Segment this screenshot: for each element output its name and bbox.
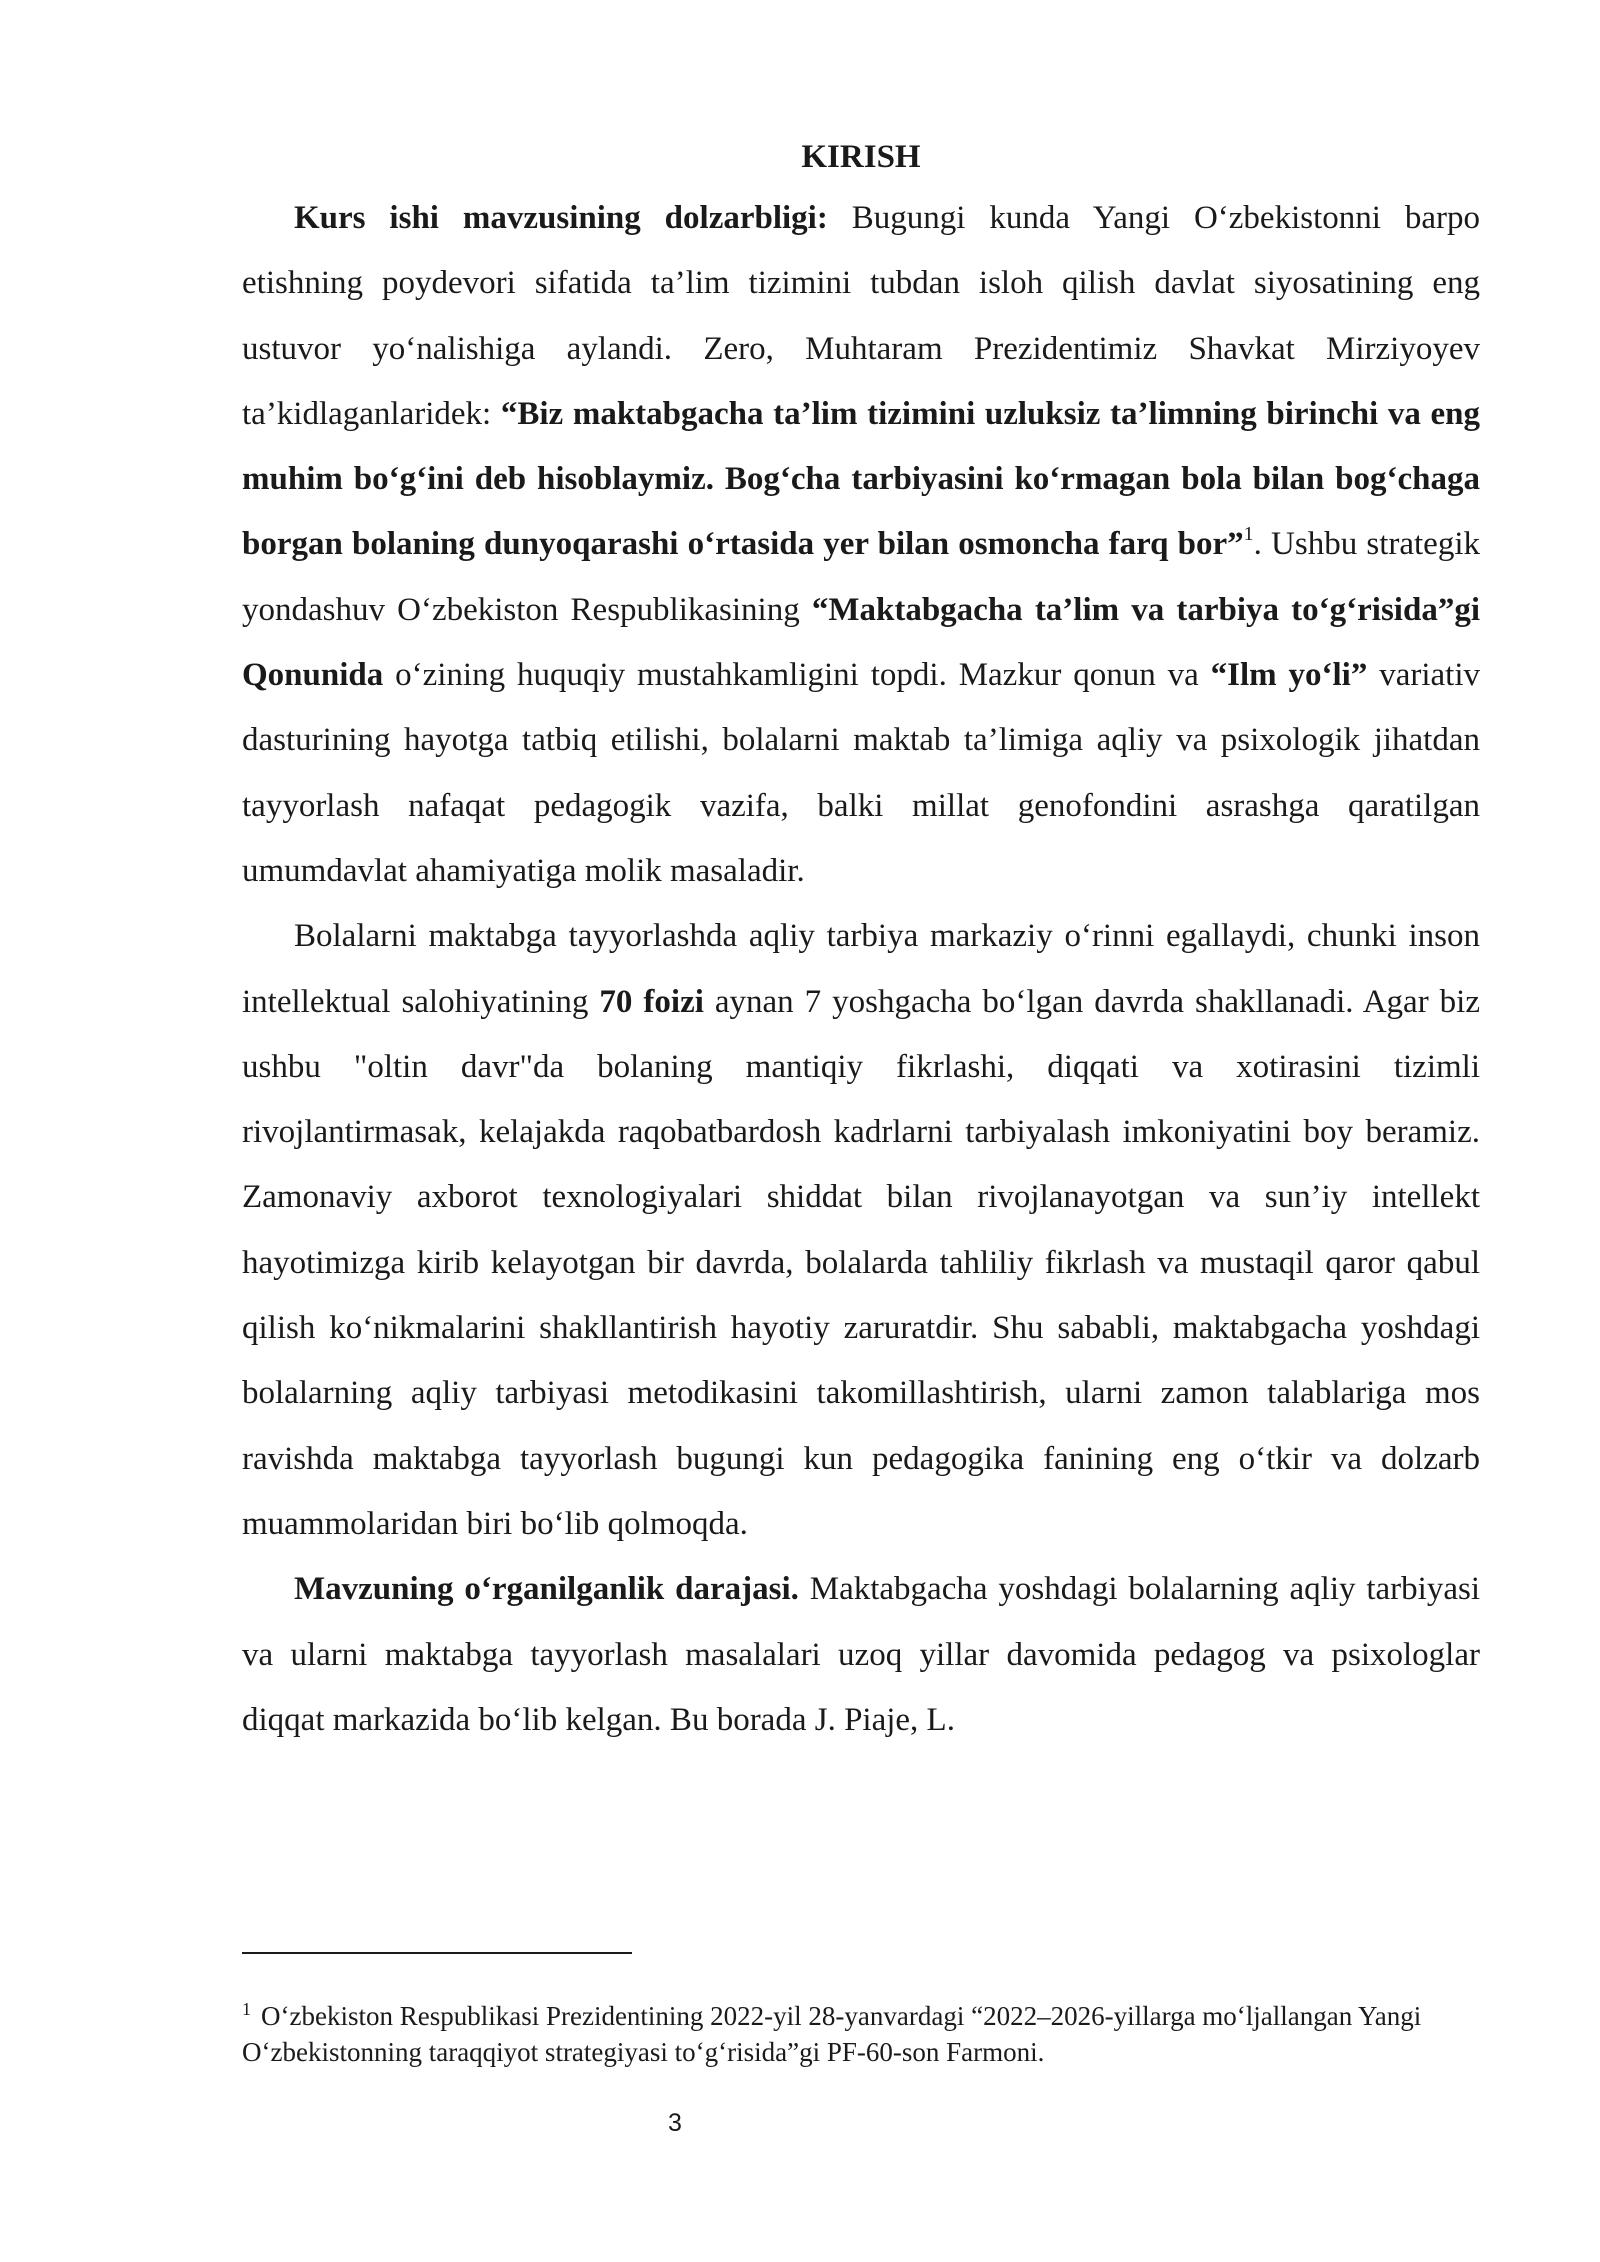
footnote-separator <box>242 1952 632 1954</box>
mental-education-text-2: aynan 7 yoshgacha bo‘lgan davrda shakllanadi. Agar biz ushbu "oltin davr"da bolaning mantiqiy fikrlashi, diqqati va xotirasini tizimli rivojlantirmasak, kelajakda raqobatbardosh kadrlarni tarbiyalash imkoniyatini boy beramiz. Zamonaviy axborot texnologiyalari shiddat bilan rivojlanayotgan va sun’iy intellekt hayotimizga kirib kelayotgan bir davrda, bolalarda tahliliy fikrlash va mustaqil qaror qabul qilish ko‘nikmalarini shakllantirish hayotiy zaruratdir. Shu sababli, maktabgacha yoshdagi bolalarning aqliy tarbiyasi metodikasini takomillashtirish, ularni zamon talablariga mos ravishda maktabga tayyorlash bugungi kun pedagogika fanining eng o‘tkir va dolzarb muammolaridan biri bo‘lib qolmoqda. <box>242 983 1480 1542</box>
president-quote: “Biz maktabgacha ta’lim tizimini uzluksiz ta’limning birinchi va eng muhim bo‘g‘ini deb hisoblaymiz. Bog‘cha tarbiyasini ko‘rmagan bola bilan bog‘chaga borgan bolaning dunyoqarashi o‘rtasida yer bilan osmoncha farq bor” <box>242 395 1480 563</box>
relevance-text-4: variativ dasturining hayotga tatbiq etilishi, bolalarni maktab ta’limiga aqliy va psixologik jihatdan tayyorlash nafaqat pedagogik vazifa, balki millat genofondini asrashga qaratilgan umumdavlat ahamiyatiga molik masaladir. <box>242 657 1480 889</box>
footnote-text: O‘zbekiston Respublikasi Prezidentining 2022-yil 28-yanvardagi “2022–2026-yillarga mo‘ljallangan Yangi O‘zbekistonning taraqqiyot strategiyasi to‘g‘risida”gi PF-60-son Farmoni. <box>242 2001 1422 2067</box>
relevance-text-2: . Ushbu strategik yondashuv O‘zbekiston Respublikasining <box>242 526 1481 628</box>
footnote-marker: 1 <box>242 1999 251 2019</box>
footnote-reference: 1 <box>1243 523 1254 546</box>
mental-education-text-1: Bolalarni maktabga tayyorlashda aqliy tarbiya markaziy o‘rinni egallaydi, chunki inson intellektual salohiyatining <box>242 918 1480 1020</box>
relevance-text-3: o‘zining huquqiy mustahkamligini topdi. Mazkur qonun va <box>383 657 1211 694</box>
page-heading: KIRISH <box>801 139 921 175</box>
page-body <box>242 128 1480 1753</box>
study-level-label: Mavzuning o‘rganilganlik darajasi. <box>294 1571 799 1608</box>
page-number: 3 <box>668 2109 682 2137</box>
program-title: “Ilm yo‘li” <box>1210 657 1368 694</box>
relevance-text-1: Bugungi kunda Yangi O‘zbekistonni barpo etishning poydevori sifatida ta’lim tizimini tubdan isloh qilish davlat siyosatining eng ustuvor yo‘nalishiga aylandi. Zero, Muhtaram Prezidentimiz Shavkat Mirziyoyev ta’kidlaganlaridek: <box>242 200 1480 432</box>
footnote <box>242 1998 1480 2070</box>
paragraph-study-level <box>242 1557 1480 1753</box>
study-level-text: Maktabgacha yoshdagi bolalarning aqliy tarbiyasi va ularni maktabga tayyorlash masalalari uzoq yillar davomida pedagog va psixologlar diqqat markazida bo‘lib kelgan. Bu borada J. Piaje, L. <box>242 1571 1481 1738</box>
paragraph-relevance <box>242 186 1480 904</box>
paragraph-mental-education <box>242 904 1480 1557</box>
percent-highlight: 70 foizi <box>599 983 704 1020</box>
relevance-label: Kurs ishi mavzusining dolzarbligi: <box>294 200 828 236</box>
law-title: “Maktabgacha ta’lim va tarbiya to‘g‘risida”gi Qonunida <box>242 591 1480 694</box>
